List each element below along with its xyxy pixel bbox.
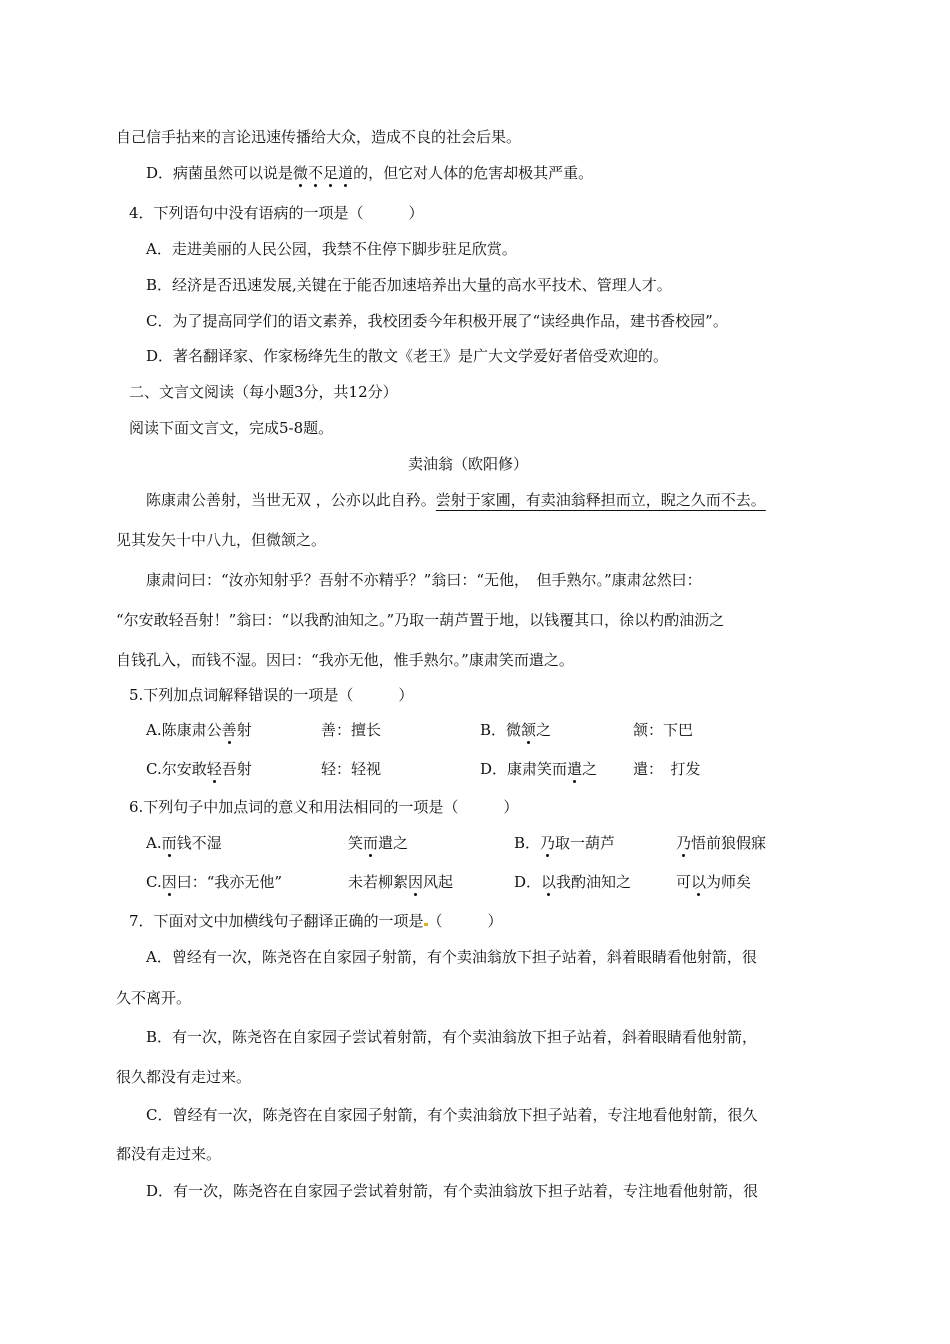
option-5c: C.尔安敢轻吾射: [146, 760, 252, 778]
dotted-word: 因: [161, 873, 177, 891]
dotted-word: 乃: [676, 834, 692, 852]
option-7d: D．有一次，陈尧咨在自家园子尝试着射箭，有个卖油翁放下担子站着，专注地看他射箭，很: [146, 1182, 759, 1200]
question-4: 4．下列语句中没有语病的一项是（ ）: [129, 204, 424, 222]
question-7: 7．下面对文中加横线句子翻译正确的一项是 （ ）: [129, 912, 503, 930]
dotted-word: 不: [308, 164, 324, 182]
option-6b: B．乃取一葫芦: [514, 834, 616, 852]
option-5b: B．微颔之: [480, 721, 552, 739]
option-6a: A.而钱不湿: [146, 834, 222, 852]
dotted-word: 遣: [567, 760, 583, 778]
option-6b-pair: 乃悟前狼假寐: [676, 834, 767, 852]
option-5d: D．康肃笑而遣之: [480, 760, 598, 778]
option-7a-cont: 久不离开。: [116, 989, 192, 1007]
dotted-word: 而: [363, 834, 379, 852]
option-5a-gloss: 善：擅长: [321, 721, 382, 739]
option-7b-cont: 很久都没有走过来。: [116, 1068, 252, 1086]
option-5a: A.陈康肃公善射: [146, 721, 252, 739]
passage-title: 卖油翁（欧阳修）: [408, 455, 529, 473]
dotted-word: 轻: [206, 760, 222, 778]
q6-row-1: [146, 833, 846, 853]
q5-row-1: [146, 720, 846, 740]
q6-row-2: [146, 872, 846, 892]
option-4b: B．经济是否迅速发展,关键在于能否加速培养出大量的高水平技术、管理人才。: [146, 276, 672, 294]
option-3d: D．病菌虽然可以说是微不足道的，但它对人体的危害却极其严重。: [146, 164, 594, 182]
option-4c: C．为了提高同学们的语文素养，我校团委今年积极开展了“读经典作品，建书香校园”。: [146, 312, 728, 330]
option-6d-pair: 可以为师矣: [676, 873, 752, 891]
option-7b: B．有一次，陈尧咨在自家园子尝试着射箭，有个卖油翁放下担子站着，斜着眼睛看他射箭，: [146, 1028, 758, 1046]
reading-instruction: 阅读下面文言文，完成5-8题。: [129, 419, 334, 437]
q5-row-2: [146, 759, 846, 779]
question-5: 5.下列加点词解释错误的一项是（ ）: [129, 686, 414, 704]
dotted-word: 因: [408, 873, 424, 891]
option-7a: A．曾经有一次，陈尧咨在自家园子射箭，有个卖油翁放下担子站着，斜着眼睛看他射箭，很: [146, 948, 757, 966]
question-6: 6.下列句子中加点词的意义和用法相同的一项是（ ）: [129, 798, 519, 816]
option-4d: D．著名翻译家、作家杨绛先生的散文《老王》是广大文学爱好者倍受欢迎的。: [146, 347, 669, 365]
underlined-sentence: 尝射于家圃，有卖油翁释担而立，睨之久而不去。: [435, 491, 766, 509]
dotted-word: 道: [338, 164, 354, 182]
option-7c: C．曾经有一次，陈尧咨在自家园子射箭，有个卖油翁放下担子站着，专注地看他射箭，很久: [146, 1106, 758, 1124]
dotted-word: 颔: [521, 721, 537, 739]
option-6c: C.因曰：“我亦无他”: [146, 873, 283, 891]
option-5d-gloss: 遣： 打发: [633, 760, 701, 778]
option-7c-cont: 都没有走过来。: [116, 1145, 222, 1163]
passage-line: 自钱孔入，而钱不湿。因曰：“我亦无他，惟手熟尔。”康肃笑而遣之。: [116, 651, 574, 669]
dotted-word: 乃: [540, 834, 556, 852]
passage-line: 陈康肃公善射，当世无双 ，公亦以此自矜。尝射于家圃，有卖油翁释担而立，睨之久而不去。: [146, 491, 766, 509]
dotted-word: 微: [293, 164, 309, 182]
option-6c-pair: 未若柳絮因风起: [348, 873, 454, 891]
dotted-word: 以: [541, 873, 557, 891]
option-6a-pair: 笑而遣之: [348, 834, 409, 852]
option-5b-gloss: 颔：下巴: [633, 721, 694, 739]
dotted-word: 以: [691, 873, 707, 891]
passage-line: 见其发矢十中八九，但微颔之。: [116, 531, 327, 549]
dotted-word: 善: [221, 721, 237, 739]
passage-line: “尔安敢轻吾射！”翁曰：“以我酌油知之。”乃取一葫芦置于地，以钱覆其口，徐以杓酌油沥之: [116, 611, 725, 629]
option-5c-gloss: 轻：轻视: [321, 760, 382, 778]
dotted-word: 足: [323, 164, 339, 182]
section-heading: 二、文言文阅读（每小题3分，共12分）: [129, 383, 398, 401]
option-4a: A．走进美丽的人民公园，我禁不住停下脚步驻足欣赏。: [146, 240, 517, 258]
option-6d: D．以我酌油知之: [514, 873, 632, 891]
text-line: 自己信手拈来的言论迅速传播给大众，造成不良的社会后果。: [116, 128, 522, 146]
passage-line: 康肃问曰：“汝亦知射乎？吾射不亦精乎？”翁曰：“无他， 但手熟尔。”康肃忿然曰：: [146, 571, 702, 589]
dotted-word: 而: [161, 834, 177, 852]
